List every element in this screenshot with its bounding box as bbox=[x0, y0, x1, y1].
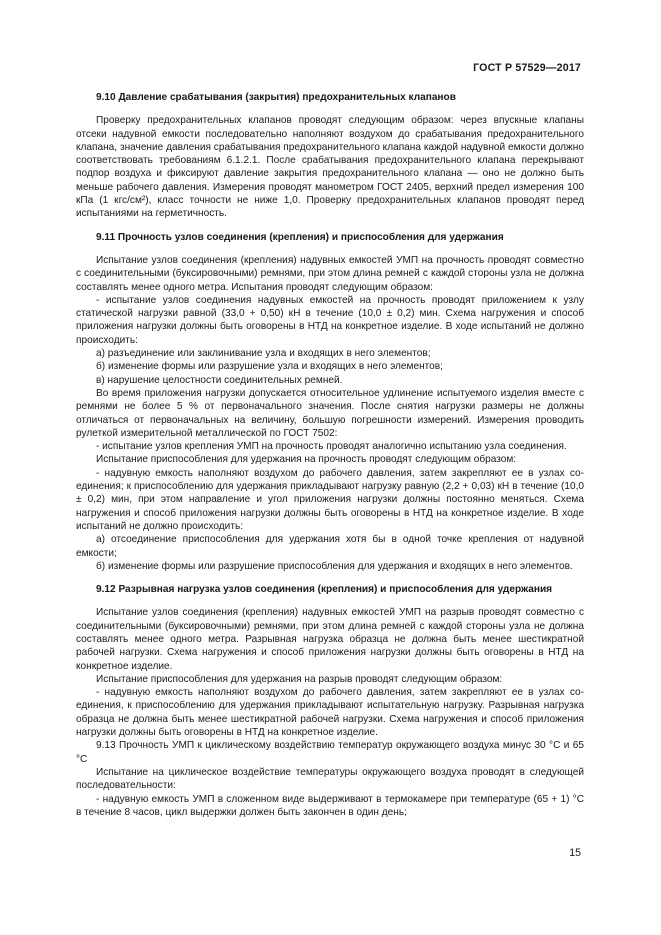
list-item: а) разъединение или заклинивание узла и входящих в него элементов; bbox=[96, 348, 431, 360]
section-9-13-paragraph: Испытание на циклическое воздействие температуры окружающего воздуха проводят в следующей последовательности: bbox=[76, 766, 584, 792]
section-9-12-paragraph: Испытание приспособления для удержания на разрыв проводят следующим образом: bbox=[96, 673, 503, 685]
section-9-13-title: 9.13 Прочность УМП к циклическому воздействию температур окружающего воздуха минус 30 °С и 65 °С bbox=[76, 740, 584, 765]
section-9-10-paragraph: Проверку предохранительных клапанов проводят следующим образом: через впускные клапаны отсеки надувной емкости последовательно наполняют воздухом до срабатывания предохранительного клапана, значение давления срабатывания предохранительного клапана каждой надувной емкости должно соответствовать требованиям 6.1.2.1. После срабатывания предохранительного клапана перекрывают подпор воздуха и фиксируют давление закрытия предохранительного клапана — оно не должно быть меньше рабочего давления. Измерения проводят манометром ГОСТ 2405, верхний предел измерения 100 кПа (1 кгс/см²), класс точности не ниже 1,0. Проверку предохранительных клапанов проводят перед испытаниями на герметичность. bbox=[76, 115, 584, 220]
list-item: б) изменение формы или разрушение приспособления для удержания и входящих в него элементов. bbox=[96, 560, 573, 572]
section-9-13-paragraph: - надувную емкость УМП в сложенном виде выдерживают в термокамере при температуре (65 + 1) °С в течение 8 часов, цикл выдержки должен быть закончен в один день; bbox=[76, 793, 584, 818]
section-9-11-paragraph: - испытание узлов соединения надувных емкостей на прочность проводят приложением к узлу статической нагрузки равной (33,0 + 0,50) кН в течение (10,0 ± 0,2) мин. Схема нагружения и способ приложения нагрузки должны быть оговорены в НТД на конкретное изделие. В ходе испытаний не должно происходить: bbox=[76, 294, 584, 346]
section-9-11-heading: 9.11 Прочность узлов соединения (крепления) и приспособления для удержания bbox=[96, 231, 504, 243]
list-item: в) нарушение целостности соединительных ремней. bbox=[96, 374, 343, 386]
document-number-header: ГОСТ Р 57529—2017 bbox=[473, 62, 581, 74]
section-9-11-paragraph: Испытание узлов соединения (крепления) надувных емкостей УМП на прочность проводят совместно с соединительными (буксировочными) ремнями, при этом длина ремней с каждой стороны узла не должна составлять менее одного метра. Испытания проводят следующим образом: bbox=[76, 254, 584, 293]
list-item: б) изменение формы или разрушение узла и входящих в него элементов; bbox=[96, 361, 443, 373]
section-9-12-paragraph: Испытание узлов соединения (крепления) надувных емкостей УМП на разрыв проводят совместно с соединительными (буксировочными) ремнями, при этом длина ремней с каждой стороны узла не должна составлять менее одного метра. Разрывная нагрузка образца не должна быть менее шестикратной рабочей нагрузки. Схема нагружения и способ приложения нагрузки должны быть оговорены в НТД на конкретное изделие. bbox=[76, 607, 584, 672]
page-number: 15 bbox=[569, 847, 581, 859]
list-item: а) отсоединение приспособления для удержания хотя бы в одной точке крепления от надувной емкости; bbox=[76, 534, 584, 559]
section-9-11-paragraph: - испытание узлов крепления УМП на прочность проводят аналогично испытанию узла соединения. bbox=[96, 441, 567, 453]
section-9-11-paragraph: - надувную емкость наполняют воздухом до рабочего давления, затем закрепляют ее в узлах соединения; к приспособлению для удержания прикладывают нагрузку равную (2,2 + 0,03) кН в течение (10,0 ± 0,2) мин, при этом направление и угол приложения нагрузки должны постоянно меняться. Схема нагружения и способ приложения нагрузки должны быть оговорены в НТД на конкретное изделие. В ходе испытаний не должно происходить: bbox=[76, 467, 584, 532]
section-9-10-heading: 9.10 Давление срабатывания (закрытия) предохранительных клапанов bbox=[96, 92, 456, 103]
section-9-12-paragraph: - надувную емкость наполняют воздухом до рабочего давления, затем закрепляют ее в узлах соединения, к приспособлению для удержания прикладывают испытательную нагрузку. Разрывная нагрузка образца не должна быть менее шестикратной рабочей нагрузки. Схема нагружения и способ приложения нагрузки должны быть оговорены в НТД на конкретное изделие. bbox=[76, 687, 584, 739]
section-9-11-paragraph: Испытание приспособления для удержания на прочность проводят следующим образом: bbox=[96, 454, 517, 466]
document-body bbox=[76, 91, 584, 819]
section-9-12-heading: 9.12 Разрывная нагрузка узлов соединения (крепления) и приспособления для удержания bbox=[96, 584, 553, 596]
section-9-11-paragraph: Во время приложения нагрузки допускается относительное удлинение испытуемого изделия вместе с ремнями не более 5 % от первоначального значения. После снятия нагрузки размеры не должны отличаться от первоначальных на величину, большую погрешности измерений. Измерения проводить рулеткой измерительной металлической по ГОСТ 7502: bbox=[76, 387, 584, 439]
